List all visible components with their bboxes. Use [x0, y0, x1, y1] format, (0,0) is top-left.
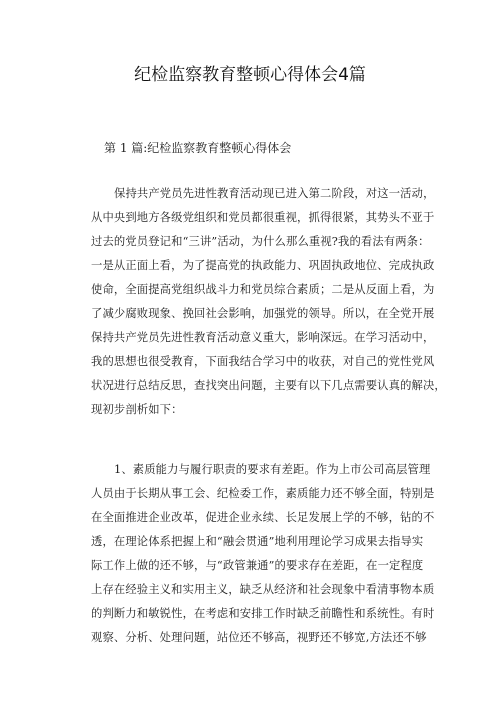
text-line: 1、素质能力与履行职责的要求有差距。作为上市公司高层管理	[114, 463, 431, 476]
text-line: 我的思想也很受教育，下面我结合学习中的收获，对自己的党性党风	[91, 355, 435, 368]
text-line: 从中央到地方各级党组织和党员都很重视，抓得很紧，其势头不亚于	[91, 211, 435, 224]
text-line: 了减少腐败现象、挽回社会影响，加强党的领导。所以，在全党开展	[91, 307, 435, 320]
text-line: 保持共产党员先进性教育活动现已进入第二阶段，对这一活动，	[114, 187, 435, 200]
text-line: 现初步剖析如下：	[91, 403, 183, 416]
text-line: 上存在经验主义和实用主义，缺乏从经济和社会现象中看清事物本质	[91, 583, 435, 596]
text-line: 际工作上做的还不够，与“政管兼通”的要求存在差距，在一定程度	[91, 559, 424, 572]
text-line: 观察、分析、处理问题，站位还不够高，视野还不够宽,方法还不够	[91, 631, 427, 644]
text-line: 状况进行总结反思，查找突出问题，主要有以下几点需要认真的解决，	[91, 379, 446, 392]
section-heading: 第 1 篇:纪检监察教育整顿心得体会	[104, 141, 292, 155]
text-line: 在全面推进企业改革，促进企业永续、长足发展上学的不够，钻的不	[91, 511, 435, 524]
text-line: 的判断力和敏锐性，在考虑和安排工作时缺乏前瞻性和系统性。有时	[91, 607, 435, 620]
text-line: 一是从正面上看，为了提高党的执政能力、巩固执政地位、完成执政	[91, 259, 435, 272]
document-title: 纪检监察教育整顿心得体会4篇	[134, 65, 366, 85]
text-line: 透，在理论体系把握上和“融会贯通”地利用理论学习成果去指导实	[91, 535, 424, 548]
text-line: 使命，全面提高党组织战斗力和党员综合素质；二是从反面上看，为	[91, 283, 435, 296]
text-line: 保持共产党员先进性教育活动意义重大，影响深远。在学习活动中，	[91, 331, 435, 344]
text-line: 人员由于长期从事工会、纪检委工作，素质能力还不够全面，特别是	[91, 487, 435, 500]
text-line: 过去的党员登记和“三讲”活动，为什么那么重视?我的看法有两条：	[91, 235, 430, 248]
